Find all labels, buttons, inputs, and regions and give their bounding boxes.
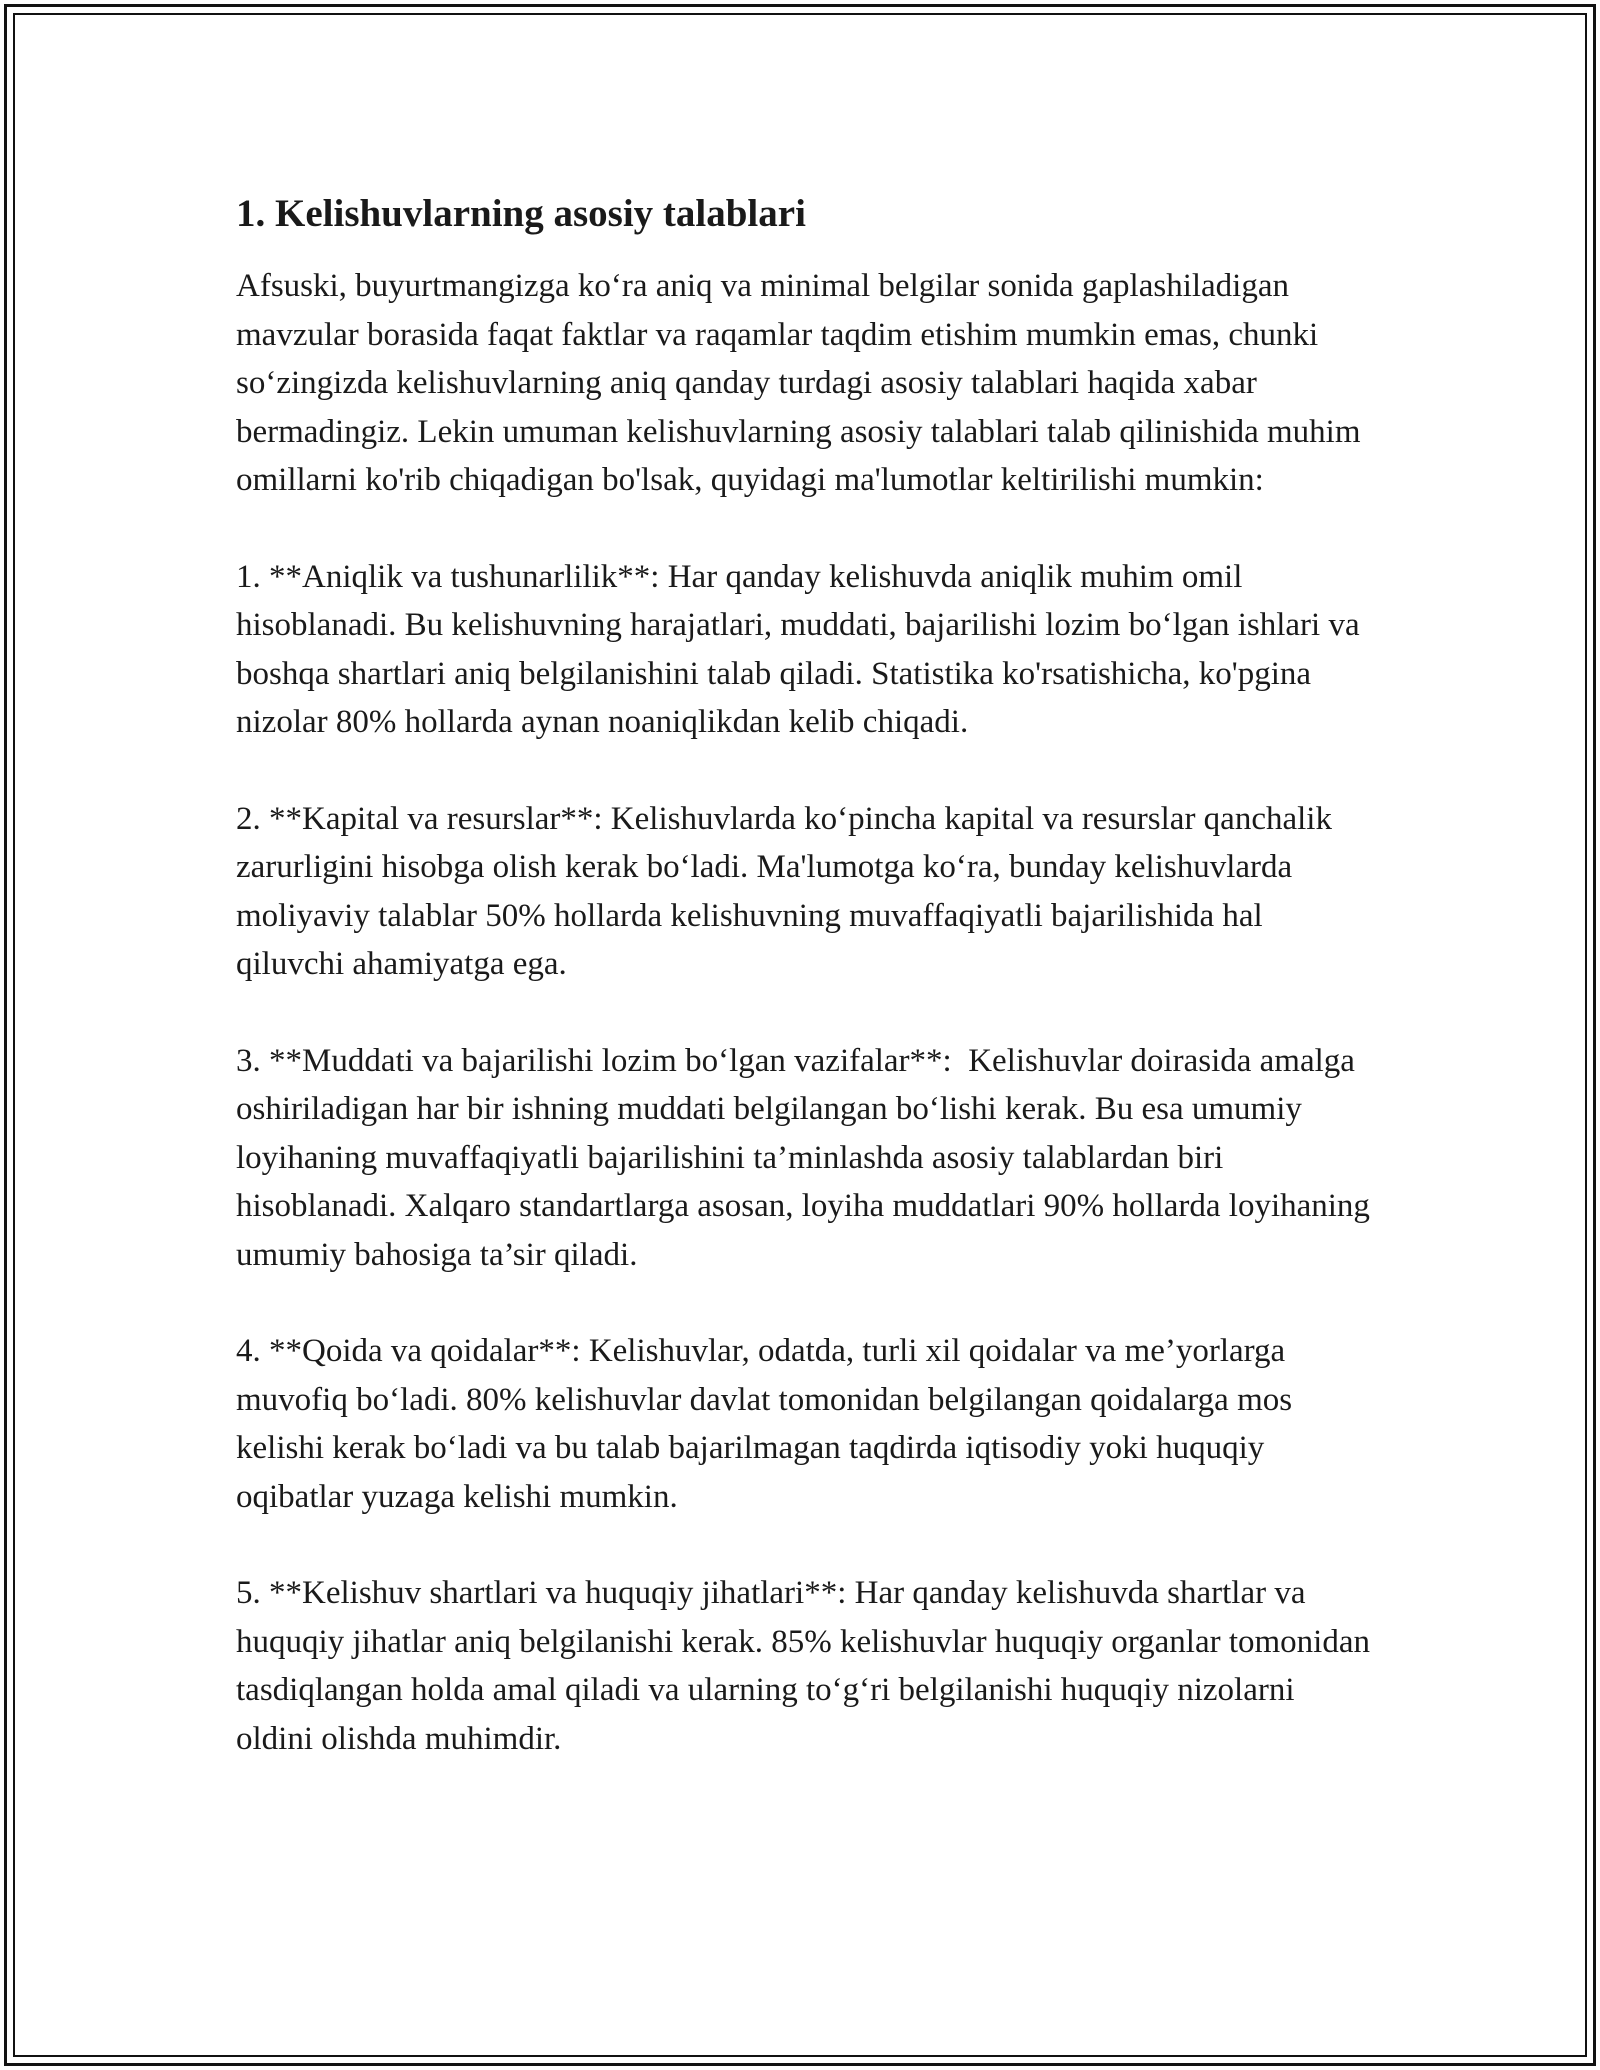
requirement-paragraph-2: 2. **Kapital va resurslar**: Kelishuvlarda ko‘pincha kapital va resurslar qanchalik zarurligini hisobga olish kerak bo‘ladi. Ma'lumotga ko‘ra, bunday kelishuvlarda moliyaviy talablar 50% hollarda kelishuvning muvaffaqiyatli bajarilishida hal qiluvchi ahamiyatga ega.: [236, 800, 1341, 982]
requirement-paragraph-5: 5. **Kelishuv shartlari va huquqiy jihatlari**: Har qanday kelishuvda shartlar va huquqiy jihatlar aniq belgilanishi kerak. 85% kelishuvlar huquqiy organlar tomonidan tasdiqlangan holda amal qiladi va ularning to‘g‘ri belgilanishi huquqiy nizolarni oldini olishda muhimdir.: [236, 1575, 1379, 1757]
document-body: [236, 186, 1379, 1811]
requirement-paragraph-4: 4. **Qoida va qoidalar**: Kelishuvlar, odatda, turli xil qoidalar va me’yorlarga muvofiq bo‘ladi. 80% kelishuvlar davlat tomonidan belgilangan qoidalarga mos kelishi kerak bo‘ladi va bu talab bajarilmagan taqdirda iqtisodiy yoki huquqiy oqibatlar yuzaga kelishi mumkin.: [236, 1333, 1301, 1515]
intro-paragraph: Afsuski, buyurtmangizga ko‘ra aniq va minimal belgilar sonida gaplashiladigan mavzular borasida faqat faktlar va raqamlar taqdim etishim mumkin emas, chunki so‘zingizda kelishuvlarning aniq qanday turdagi asosiy talablari haqida xabar bermadingiz. Lekin umuman kelishuvlarning asosiy talablari talab qilinishida muhim omillarni ko'rib chiqadigan bo'lsak, quyidagi ma'lumotlar keltirilishi mumkin:: [236, 268, 1369, 498]
requirement-paragraph-3: 3. **Muddati va bajarilishi lozim bo‘lgan vazifalar**: Kelishuvlar doirasida amalga oshiriladigan har bir ishning muddati belgilangan bo‘lishi kerak. Bu esa umumiy loyihaning muvaffaqiyatli bajarilishini ta’minlashda asosiy talablardan biri hisoblanadi. Xalqaro standartlarga asosan, loyiha muddatlari 90% hollarda loyihaning umumiy bahosiga ta’sir qiladi.: [236, 1042, 1379, 1273]
document-title: 1. Kelishuvlarning asosiy talablari: [236, 192, 806, 235]
requirement-paragraph-1: 1. **Aniqlik va tushunarlilik**: Har qanday kelishuvda aniqlik muhim omil hisoblanadi. Bu kelishuvning harajatlari, muddati, bajarilishi lozim bo‘lgan ishlari va boshqa shartlari aniq belgilanishini talab qiladi. Statistika ko'rsatishicha, ko'pgina nizolar 80% hollarda aynan noaniqlikdan kelib chiqadi.: [236, 558, 1368, 740]
